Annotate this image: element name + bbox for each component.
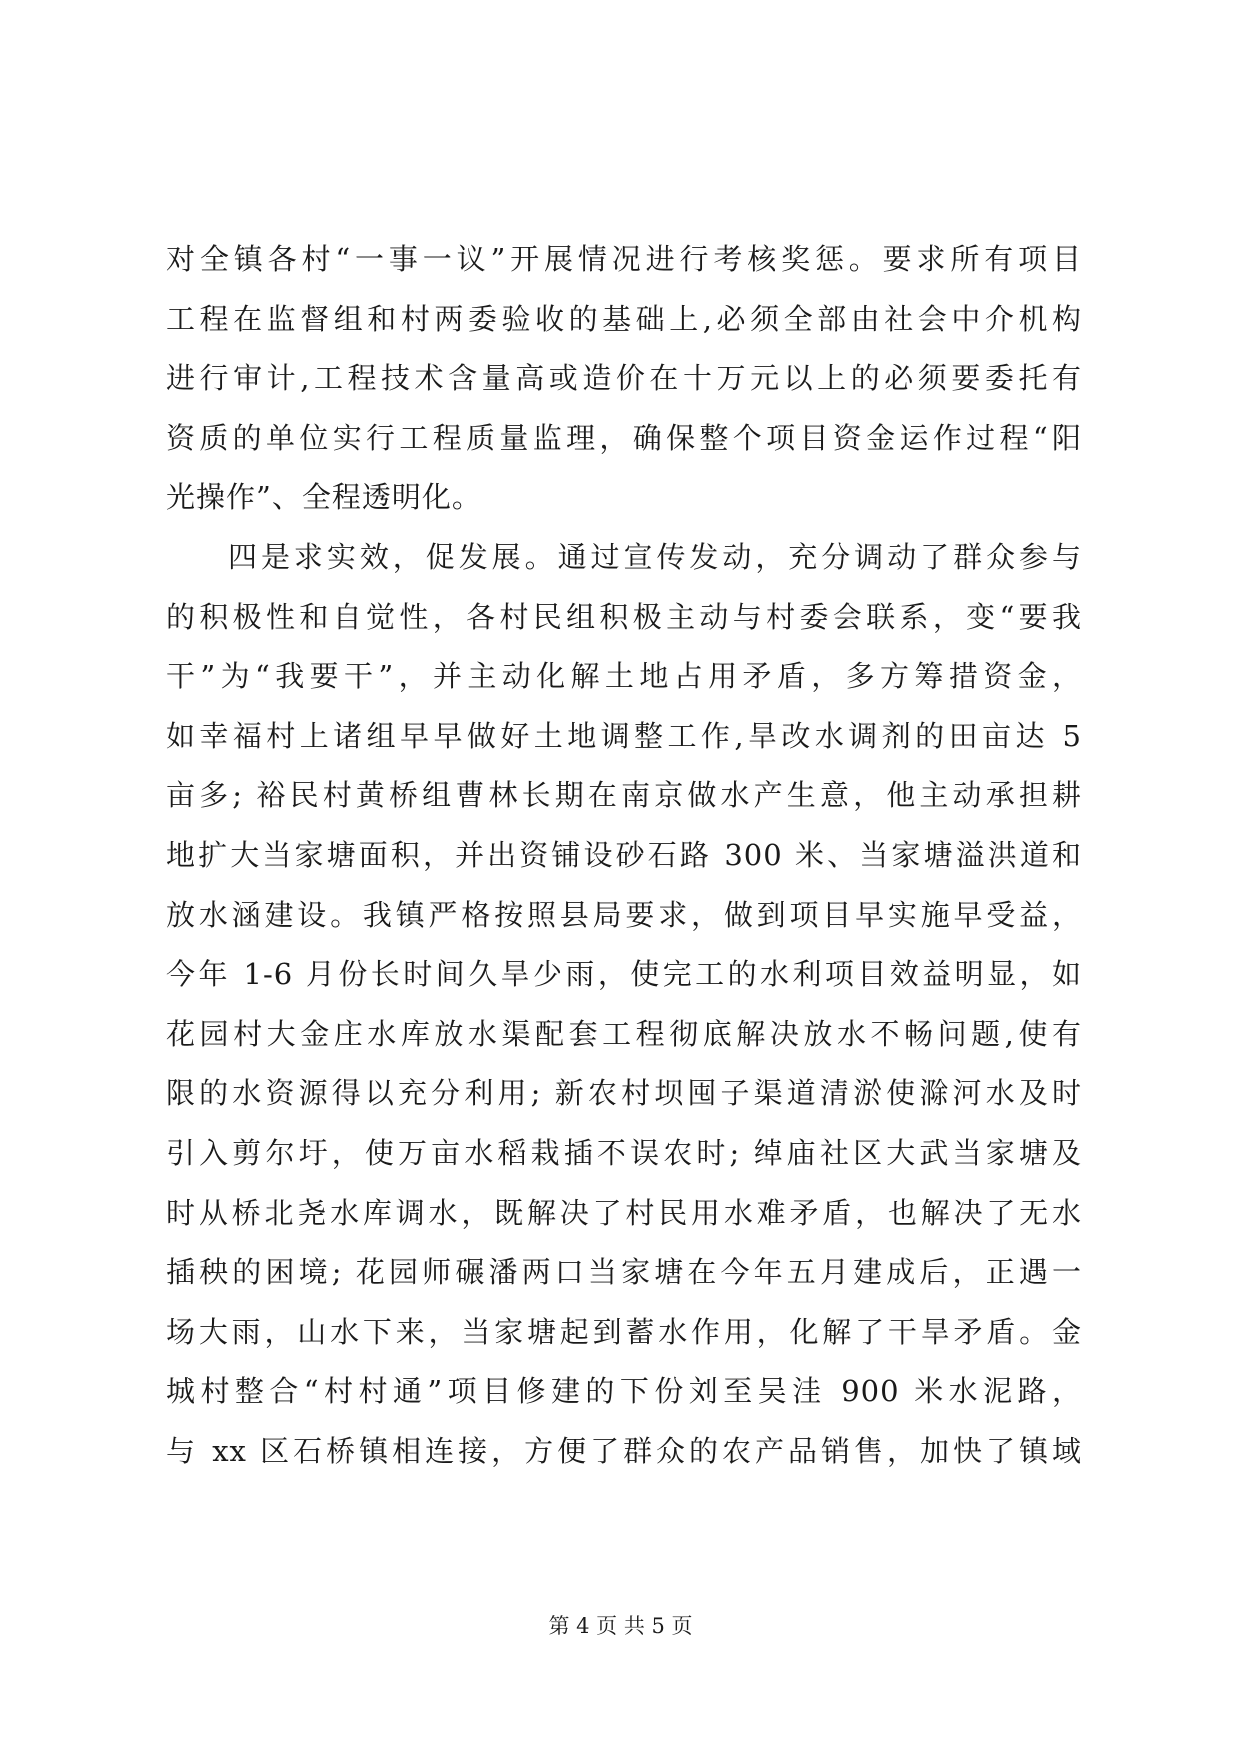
text-line: 工程在监督组和村两委验收的基础上,必须全部由社会中介机构 [166, 301, 1082, 336]
text-line: 花园村大金庄水库放水渠配套工程彻底解决放水不畅问题,使有 [166, 1016, 1082, 1051]
paragraph-start-line: 四是求实效，促发展。通过宣传发动，充分调动了群众参与 [228, 539, 1082, 574]
text-line: 引入剪尔圩，使万亩水稻栽插不误农时; 绰庙社区大武当家塘及 [166, 1135, 1082, 1170]
text-line: 限的水资源得以充分利用; 新农村坝囤子渠道清淤使滁河水及时 [166, 1076, 1082, 1111]
text-line: 资质的单位实行工程质量监理，确保整个项目资金运作过程“阳 [166, 420, 1082, 455]
body-text [166, 230, 1082, 1481]
text-line: 如幸福村上诸组早早做好土地调整工作,旱改水调剂的田亩达 5 [166, 718, 1082, 753]
text-line: 干”为“我要干”，并主动化解土地占用矛盾，多方筹措资金， [166, 659, 1082, 694]
text-line: 光操作”、全程透明化。 [166, 480, 482, 515]
text-line: 城村整合“村村通”项目修建的下份刘至吴洼 900 米水泥路， [166, 1374, 1082, 1409]
text-line: 今年 1-6 月份长时间久旱少雨，使完工的水利项目效益明显，如 [166, 957, 1082, 992]
text-line: 对全镇各村“一事一议”开展情况进行考核奖惩。要求所有项目 [166, 242, 1082, 276]
text-line: 场大雨，山水下来，当家塘起到蓄水作用，化解了干旱矛盾。金 [166, 1314, 1082, 1349]
text-line: 亩多; 裕民村黄桥组曹林长期在南京做水产生意，他主动承担耕 [166, 778, 1082, 813]
text-line: 时从桥北尧水库调水，既解决了村民用水难矛盾，也解决了无水 [166, 1195, 1082, 1230]
text-line: 插秧的困境; 花园师碾潘两口当家塘在今年五月建成后，正遇一 [166, 1255, 1082, 1290]
text-line: 的积极性和自觉性，各村民组积极主动与村委会联系，变“要我 [166, 599, 1082, 634]
text-line: 进行审计,工程技术含量高或造价在十万元以上的必须要委托有 [166, 361, 1082, 396]
text-line: 与 xx 区石桥镇相连接，方便了群众的农产品销售，加快了镇域 [166, 1433, 1082, 1468]
text-line: 地扩大当家塘面积，并出资铺设砂石路 300 米、当家塘溢洪道和 [166, 837, 1082, 872]
text-line: 放水涵建设。我镇严格按照县局要求，做到项目早实施早受益， [166, 897, 1082, 932]
page-number-footer: 第 4 页 共 5 页 [548, 1614, 693, 1638]
